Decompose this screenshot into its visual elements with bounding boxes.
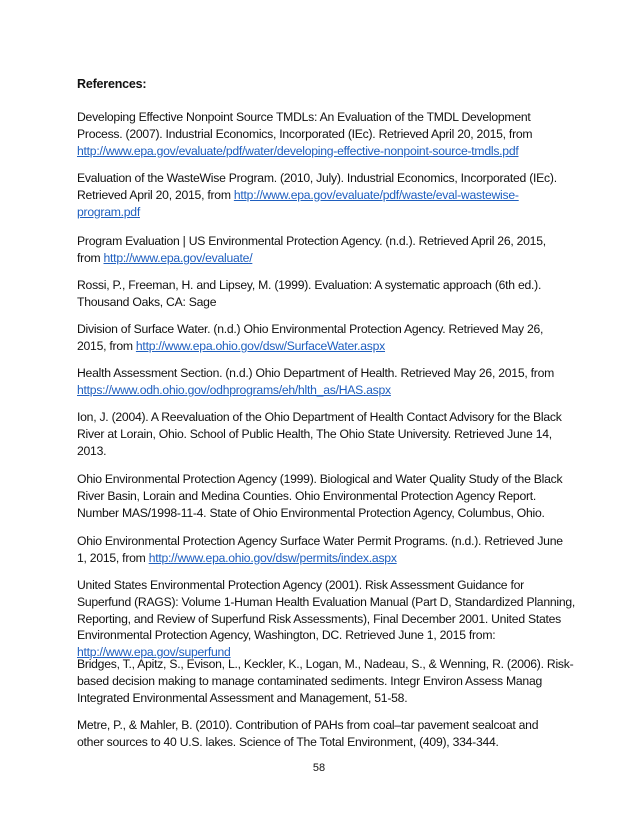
reference-text: Bridges, T., Apitz, S., Evison, L., Keckler, K., Logan, M., Nadeau, S., & Wenning, R. (2006). Risk- bbox=[77, 657, 574, 671]
reference-line bbox=[77, 365, 567, 382]
reference-line bbox=[77, 734, 567, 751]
reference-text: 2013. bbox=[77, 443, 107, 458]
reference-entry bbox=[77, 170, 567, 220]
reference-line bbox=[77, 277, 567, 294]
reference-text: United States Environmental Protection Agency (2001). Risk Assessment Guidance for bbox=[77, 578, 524, 592]
reference-link[interactable]: http://www.epa.gov/evaluate/pdf/water/developing-effective-nonpoint-source-tmdls.pdf bbox=[77, 143, 519, 158]
reference-line bbox=[77, 382, 567, 399]
reference-text: Process. (2007). Industrial Economics, Incorporated (IEc). Retrieved April 20, 2015, from bbox=[77, 126, 533, 141]
reference-entry bbox=[77, 717, 567, 751]
reference-text: 2015, from bbox=[77, 338, 136, 353]
reference-line bbox=[77, 204, 567, 221]
reference-line bbox=[77, 338, 567, 355]
reference-line bbox=[77, 717, 567, 734]
reference-text: Rossi, P., Freeman, H. and Lipsey, M. (1999). Evaluation: A systematic approach (6th ed.). bbox=[77, 278, 542, 292]
reference-line bbox=[77, 109, 567, 126]
reference-line bbox=[77, 627, 567, 644]
reference-text: River Basin, Lorain and Medina Counties. Ohio Environmental Protection Agency Report. bbox=[77, 488, 537, 503]
reference-line bbox=[77, 143, 567, 160]
reference-text: Developing Effective Nonpoint Source TMDLs: An Evaluation of the TMDL Development bbox=[77, 110, 531, 124]
reference-link[interactable]: program.pdf bbox=[77, 204, 140, 219]
references-heading: References: bbox=[77, 77, 147, 91]
reference-entry bbox=[77, 409, 567, 459]
reference-text: River at Lorain, Ohio. School of Public Health, The Ohio State University. Retrieved June 14, bbox=[77, 426, 552, 441]
reference-line bbox=[77, 426, 567, 443]
reference-entry bbox=[77, 365, 567, 399]
reference-entry bbox=[77, 577, 576, 661]
reference-line bbox=[77, 533, 567, 550]
reference-line bbox=[77, 611, 567, 628]
reference-text: Division of Surface Water. (n.d.) Ohio Environmental Protection Agency. Retrieved May 26, bbox=[77, 322, 544, 336]
reference-entry bbox=[77, 471, 567, 521]
reference-line bbox=[77, 294, 567, 311]
reference-line bbox=[77, 187, 567, 204]
reference-text: Retrieved April 20, 2015, from bbox=[77, 187, 234, 202]
reference-text: Environmental Protection Agency, Washington, DC. Retrieved June 1, 2015 from: bbox=[77, 628, 496, 643]
reference-line bbox=[77, 170, 567, 187]
reference-text: Ohio Environmental Protection Agency Surface Water Permit Programs. (n.d.). Retrieved June bbox=[77, 534, 563, 548]
reference-line bbox=[77, 471, 567, 488]
reference-line bbox=[77, 321, 567, 338]
reference-line bbox=[77, 443, 567, 460]
reference-text: 1, 2015, from bbox=[77, 550, 149, 565]
reference-line bbox=[77, 656, 574, 673]
reference-link[interactable]: http://www.epa.gov/superfund bbox=[77, 645, 231, 660]
page-number: 58 bbox=[312, 762, 326, 774]
reference-text: other sources to 40 U.S. lakes. Science of The Total Environment, (409), 334-344. bbox=[77, 734, 499, 749]
reference-line bbox=[77, 488, 567, 505]
reference-link[interactable]: https://www.odh.ohio.gov/odhprograms/eh/hlth_as/HAS.aspx bbox=[77, 382, 391, 397]
reference-line bbox=[77, 126, 567, 143]
reference-line bbox=[77, 409, 567, 426]
reference-text: based decision making to manage contaminated sediments. Integr Environ Assess Manag bbox=[77, 673, 542, 688]
reference-text: Reporting, and Review of Superfund Risk Assessments), Final December 2001. United States bbox=[77, 611, 562, 626]
reference-line bbox=[77, 250, 567, 267]
reference-entry bbox=[77, 533, 567, 567]
reference-link[interactable]: http://www.epa.gov/evaluate/ bbox=[103, 250, 253, 265]
reference-line bbox=[77, 594, 576, 611]
reference-entry bbox=[77, 277, 567, 311]
reference-entry bbox=[77, 656, 574, 706]
reference-text: Thousand Oaks, CA: Sage bbox=[77, 294, 217, 309]
reference-line bbox=[77, 577, 567, 594]
reference-text: Evaluation of the WasteWise Program. (2010, July). Industrial Economics, Incorporated (IEc). bbox=[77, 171, 557, 185]
reference-text: Number MAS/1998-11-4. State of Ohio Environmental Protection Agency, Columbus, Ohio. bbox=[77, 505, 545, 520]
reference-text: Superfund (RAGS): Volume 1-Human Health Evaluation Manual (Part D, Standardized Planning, bbox=[77, 594, 576, 609]
reference-link[interactable]: http://www.epa.gov/evaluate/pdf/waste/eval-wastewise- bbox=[233, 187, 519, 202]
reference-line bbox=[77, 673, 567, 690]
reference-entry bbox=[77, 109, 567, 159]
reference-line bbox=[77, 233, 567, 250]
reference-text: Program Evaluation | US Environmental Protection Agency. (n.d.). Retrieved April 26, 2015, bbox=[77, 234, 546, 248]
reference-text: Ohio Environmental Protection Agency (1999). Biological and Water Quality Study of the Black bbox=[77, 472, 563, 486]
reference-text: Health Assessment Section. (n.d.) Ohio Department of Health. Retrieved May 26, 2015, from bbox=[77, 366, 554, 380]
reference-entry bbox=[77, 321, 567, 355]
reference-line bbox=[77, 690, 567, 707]
reference-line bbox=[77, 550, 567, 567]
reference-text: Integrated Environmental Assessment and Management, 51-58. bbox=[77, 690, 408, 705]
reference-link[interactable]: http://www.epa.ohio.gov/dsw/SurfaceWater.aspx bbox=[135, 338, 386, 353]
reference-text: Metre, P., & Mahler, B. (2010). Contribution of PAHs from coal–tar pavement sealcoat and bbox=[77, 718, 539, 732]
reference-line bbox=[77, 505, 567, 522]
reference-text: Ion, J. (2004). A Reevaluation of the Ohio Department of Health Contact Advisory for the Black bbox=[77, 410, 562, 424]
reference-entry bbox=[77, 233, 567, 267]
reference-text: from bbox=[77, 250, 104, 265]
reference-link[interactable]: http://www.epa.ohio.gov/dsw/permits/index.aspx bbox=[148, 550, 397, 565]
